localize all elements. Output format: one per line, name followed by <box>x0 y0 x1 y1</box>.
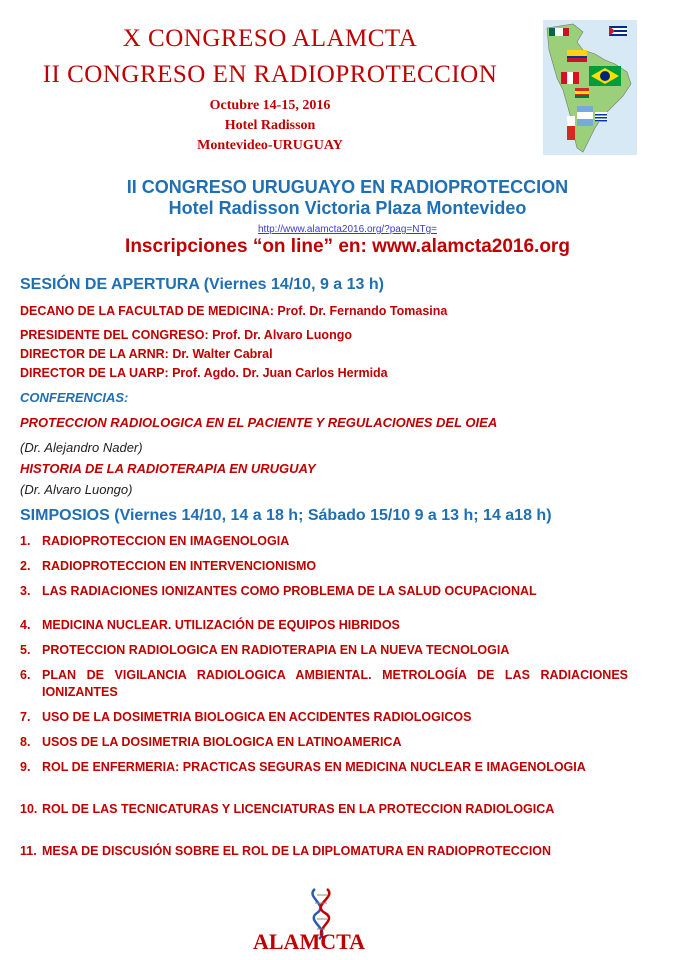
symposium-item <box>20 667 628 701</box>
symposium-number: 2. <box>20 559 31 573</box>
alamcta-logo <box>245 885 395 955</box>
latin-america-flag-map-icon <box>543 20 637 155</box>
symposium-number: 6. <box>20 668 31 682</box>
symposium-text: PLAN DE VIGILANCIA RADIOLOGICA AMBIENTAL. METROLOGÍA DE LAS RADIACIONES IONIZANTES <box>42 668 628 699</box>
symposium-item <box>20 583 628 600</box>
conferences-title: CONFERENCIAS: <box>20 390 129 405</box>
opening-session-title: SESIÓN DE APERTURA (Viernes 14/10, 9 a 13 h) <box>20 276 384 293</box>
symposium-item <box>20 759 628 776</box>
symposium-item <box>20 617 628 634</box>
congress-title: II CONGRESO URUGUAYO EN RADIOPROTECCION <box>126 177 569 197</box>
opening-line-dean: DECANO DE LA FACULTAD DE MEDICINA: Prof. Dr. Fernando Tomasina <box>20 304 448 318</box>
symposium-item <box>20 734 628 751</box>
symposium-text: PROTECCION RADIOLOGICA EN RADIOTERAPIA EN LA NUEVA TECNOLOGIA <box>42 643 510 657</box>
symposium-number: 7. <box>20 710 31 724</box>
header-title-1: X CONGRESO ALAMCTA <box>122 25 418 52</box>
symposium-item <box>20 533 628 550</box>
symposium-item <box>20 709 628 726</box>
symposium-text: MEDICINA NUCLEAR. UTILIZACIÓN DE EQUIPOS HIBRIDOS <box>42 618 400 632</box>
symposium-text: USOS DE LA DOSIMETRIA BIOLOGICA EN LATINOAMERICA <box>42 735 402 749</box>
congress-link[interactable]: http://www.alamcta2016.org/?pag=NTg= <box>258 224 437 235</box>
symposium-number: 11. <box>20 844 37 858</box>
symposium-text: RADIOPROTECCION EN INTERVENCIONISMO <box>42 559 317 573</box>
opening-line-uarp: DIRECTOR DE LA UARP: Prof. Agdo. Dr. Juan Carlos Hermida <box>20 366 388 380</box>
symposium-number: 5. <box>20 643 31 657</box>
symposium-item <box>20 843 628 860</box>
header-title-2: II CONGRESO EN RADIOPROTECCION <box>42 61 498 88</box>
symposium-text: ROL DE LAS TECNICATURAS Y LICENCIATURAS EN LA PROTECCION RADIOLOGICA <box>42 802 555 816</box>
symposium-number: 8. <box>20 735 31 749</box>
talk-title-2: HISTORIA DE LA RADIOTERAPIA EN URUGUAY <box>20 461 316 476</box>
symposium-text: MESA DE DISCUSIÓN SOBRE EL ROL DE LA DIPLOMATURA EN RADIOPROTECCION <box>42 844 552 858</box>
symposium-number: 4. <box>20 618 31 632</box>
header-date: Octubre 14-15, 2016 <box>209 98 331 113</box>
symposium-item <box>20 642 628 659</box>
venue-title: Hotel Radisson Victoria Plaza Montevideo <box>168 198 527 218</box>
symposia-title: SIMPOSIOS (Viernes 14/10, 14 a 18 h; Sábado 15/10 9 a 13 h; 14 a18 h) <box>20 507 552 524</box>
symposium-item <box>20 558 628 575</box>
symposium-text: ROL DE ENFERMERIA: PRACTICAS SEGURAS EN MEDICINA NUCLEAR E IMAGENOLOGIA <box>42 760 586 774</box>
symposium-number: 3. <box>20 584 31 598</box>
logo-text: ALAMCTA <box>253 929 366 954</box>
talk-speaker-2: (Dr. Alvaro Luongo) <box>20 482 133 497</box>
registration-line: Inscripciones “on line” en: www.alamcta2016.org <box>125 236 570 257</box>
symposium-text: LAS RADIACIONES IONIZANTES COMO PROBLEMA DE LA SALUD OCUPACIONAL <box>42 584 537 598</box>
header-city: Montevideo-URUGUAY <box>197 138 343 153</box>
symposium-text: RADIOPROTECCION EN IMAGENOLOGIA <box>42 534 290 548</box>
symposium-item <box>20 801 628 818</box>
talk-title-1: PROTECCION RADIOLOGICA EN EL PACIENTE Y REGULACIONES DEL OIEA <box>20 415 498 430</box>
symposium-number: 10. <box>20 802 38 816</box>
symposium-number: 9. <box>20 760 31 774</box>
opening-line-arnr: DIRECTOR DE LA ARNR: Dr. Walter Cabral <box>20 347 273 361</box>
symposium-text: USO DE LA DOSIMETRIA BIOLOGICA EN ACCIDENTES RADIOLOGICOS <box>42 710 472 724</box>
opening-line-president: PRESIDENTE DEL CONGRESO: Prof. Dr. Alvaro Luongo <box>20 328 352 342</box>
symposium-number: 1. <box>20 534 31 548</box>
header-hotel: Hotel Radisson <box>224 118 316 133</box>
talk-speaker-1: (Dr. Alejandro Nader) <box>20 440 143 455</box>
